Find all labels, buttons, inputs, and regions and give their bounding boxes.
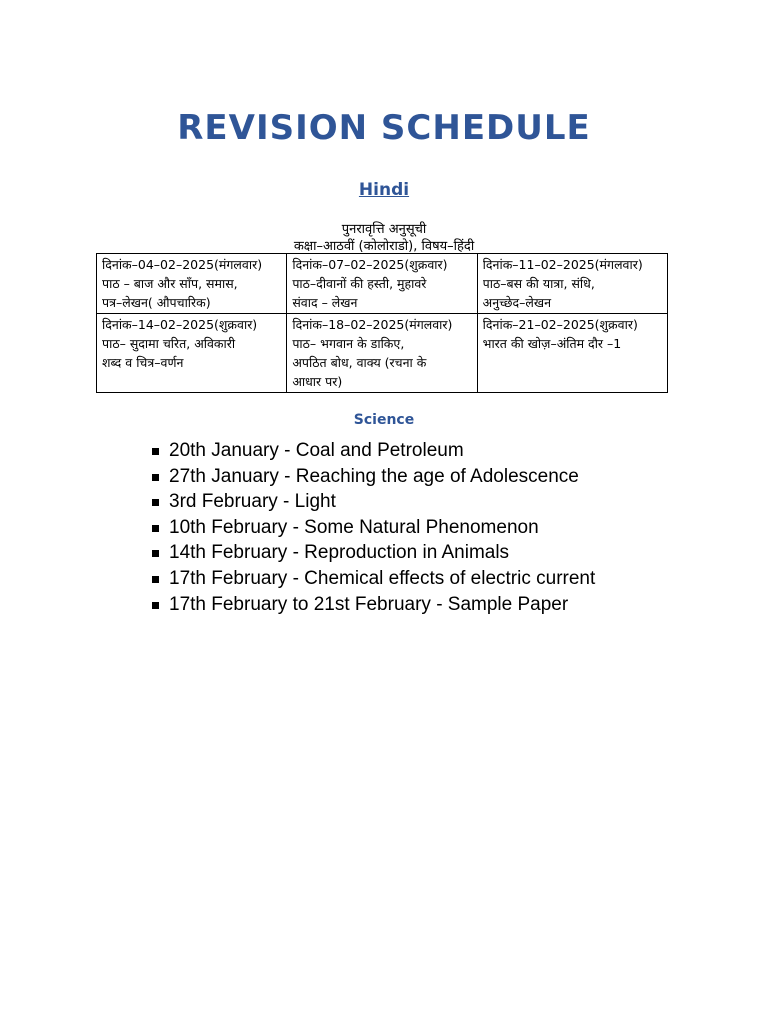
hindi-schedule-table xyxy=(96,253,668,393)
list-item xyxy=(150,489,595,515)
list-item-text: 27th January - Reaching the age of Adolescence xyxy=(169,465,579,487)
bullet-icon xyxy=(152,474,159,481)
cell-text: अपठित बोध, वाक्य (रचना के xyxy=(292,355,427,370)
cell-text: पाठ–दीवानों की हस्ती, मुहावरे xyxy=(292,276,427,291)
schedule-subtitle: कक्षा–आठवीं (कोलोराडो), विषय–हिंदी xyxy=(293,239,475,254)
cell-date: दिनांक–18–02–2025(मंगलवार) xyxy=(292,317,453,332)
cell-text: पाठ– भगवान के डाकिए, xyxy=(292,336,405,351)
cell-text: पत्र–लेखन( औपचारिक) xyxy=(102,295,211,310)
cell-text: पाठ– सुदामा चरित, अविकारी xyxy=(102,336,236,351)
cell-text: पाठ–बस की यात्रा, संधि, xyxy=(482,276,595,291)
list-item xyxy=(150,464,595,490)
cell-text: अनुच्छेद–लेखन xyxy=(482,295,552,310)
science-section-heading: Science xyxy=(353,412,415,428)
table-cell xyxy=(97,254,287,314)
bullet-icon xyxy=(152,602,159,609)
list-item xyxy=(150,566,595,592)
list-item xyxy=(150,438,595,464)
table-cell xyxy=(97,314,287,393)
list-item xyxy=(150,540,595,566)
page-title: REVISION SCHEDULE xyxy=(177,108,591,148)
cell-date: दिनांक–11–02–2025(मंगलवार) xyxy=(482,257,643,272)
bullet-icon xyxy=(152,525,159,532)
cell-date: दिनांक–04–02–2025(मंगलवार) xyxy=(102,257,263,272)
table-cell xyxy=(287,254,477,314)
cell-text: भारत की खोज़–अंतिम दौर –1 xyxy=(482,336,622,351)
table-cell xyxy=(477,314,667,393)
cell-date: दिनांक–14–02–2025(शुक्रवार) xyxy=(102,317,258,332)
cell-text: शब्द व चित्र–वर्णन xyxy=(102,355,184,370)
list-item-text: 14th February - Reproduction in Animals xyxy=(169,542,510,564)
schedule-title: पुनरावृत्ति अनुसूची xyxy=(341,222,427,237)
bullet-icon xyxy=(152,499,159,506)
cell-text: आधार पर) xyxy=(292,374,343,389)
cell-text: पाठ – बाज और साँप, समास, xyxy=(102,276,238,291)
list-item-text: 20th January - Coal and Petroleum xyxy=(169,440,464,461)
science-schedule-list xyxy=(150,438,595,617)
cell-date: दिनांक–21–02–2025(शुक्रवार) xyxy=(482,317,638,332)
list-item-text: 10th February - Some Natural Phenomenon xyxy=(169,516,539,538)
table-cell xyxy=(287,314,477,393)
cell-date: दिनांक–07–02–2025(शुक्रवार) xyxy=(292,257,448,272)
bullet-icon xyxy=(152,448,159,455)
bullet-icon xyxy=(152,576,159,583)
table-cell xyxy=(477,254,667,314)
list-item-text: 17th February - Chemical effects of electric current xyxy=(169,567,596,589)
hindi-section-heading: Hindi xyxy=(358,180,410,200)
list-item-text: 17th February to 21st February - Sample Paper xyxy=(169,593,569,615)
list-item-text: 3rd February - Light xyxy=(169,491,336,513)
bullet-icon xyxy=(152,550,159,557)
list-item xyxy=(150,515,595,541)
table-row xyxy=(97,254,668,314)
cell-text: संवाद – लेखन xyxy=(292,295,358,310)
list-item xyxy=(150,592,595,618)
table-row xyxy=(97,314,668,393)
